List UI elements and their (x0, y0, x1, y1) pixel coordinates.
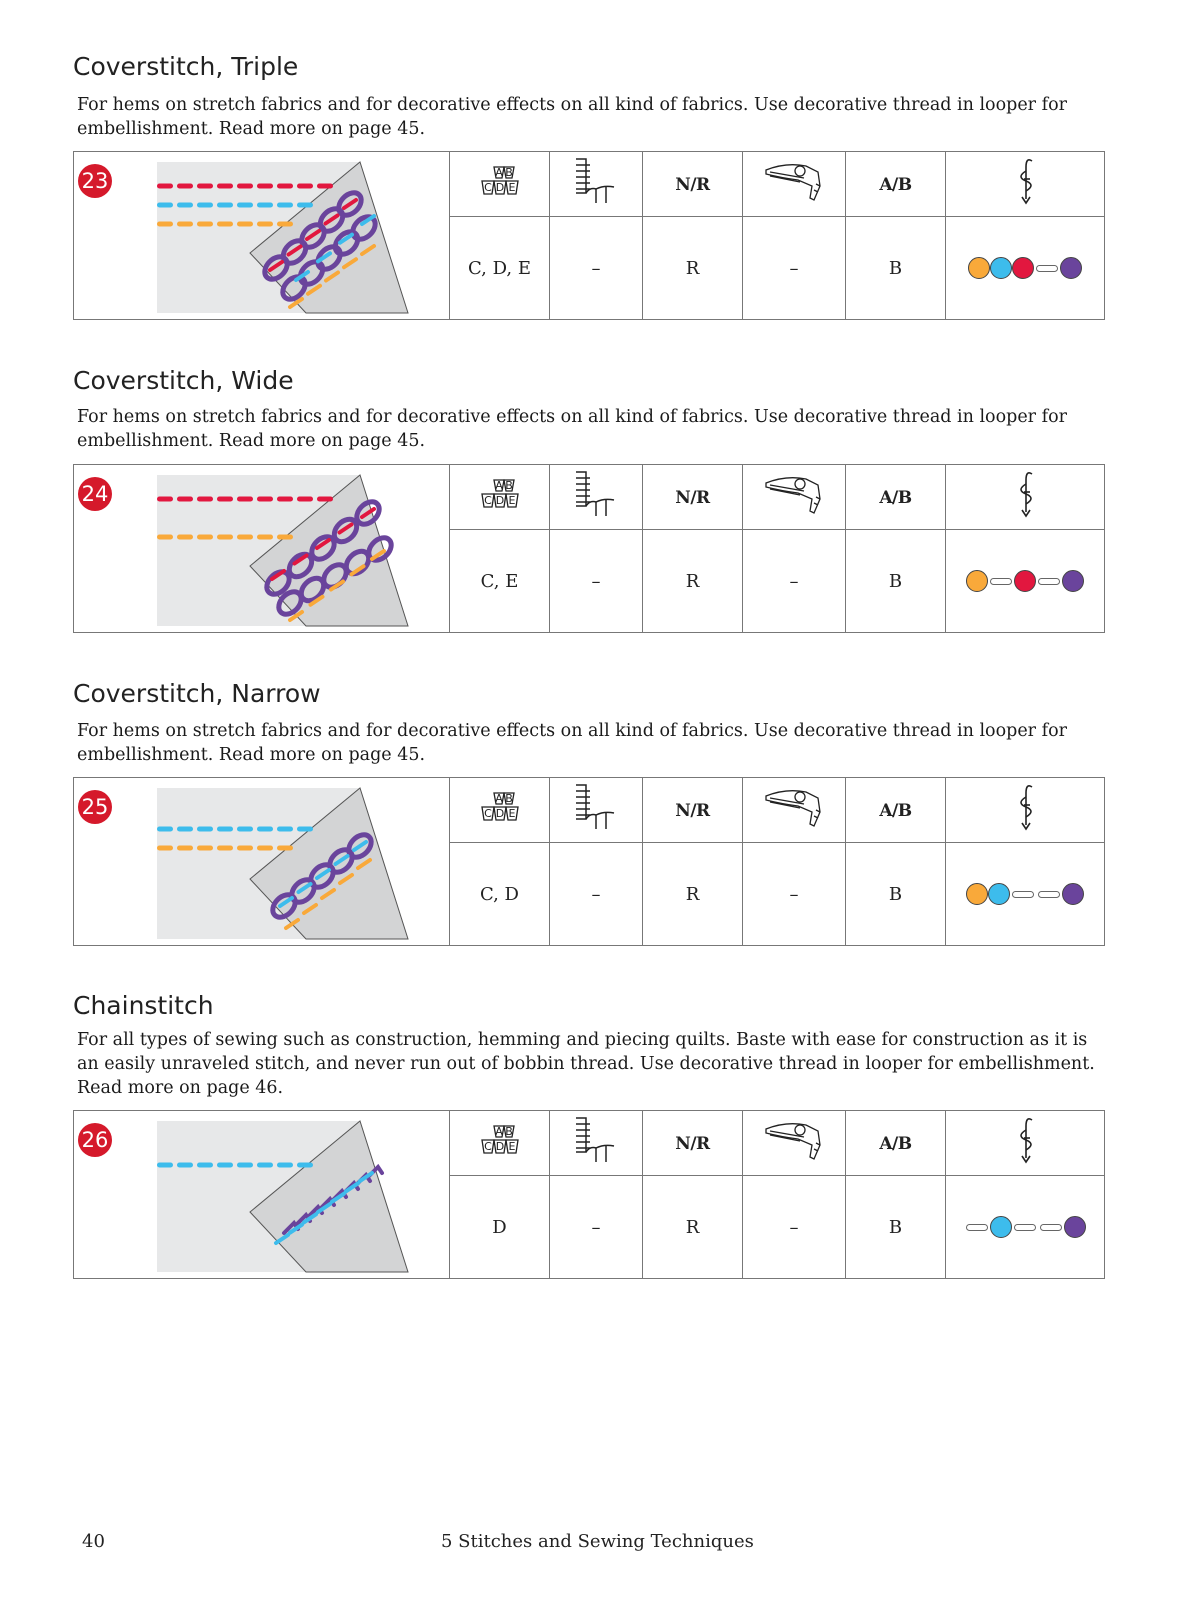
needle-e-label: E (508, 806, 515, 820)
nr-value: R (643, 1176, 743, 1279)
needle-position-icon (470, 1123, 530, 1159)
ab-value: B (846, 217, 946, 320)
ab-header: A/B (846, 778, 946, 843)
needle-a-label: A (494, 478, 503, 492)
thread-empty-marker (1040, 1224, 1062, 1231)
ab-value: B (846, 1176, 946, 1279)
section-description: For hems on stretch fabrics and for decorative effects on all kind of fabrics. Use decorative thread in looper for embellishment. Read more on page 45. (77, 95, 1067, 139)
thread-colors (946, 1176, 1105, 1279)
nr-header: N/R (643, 152, 743, 217)
ab-value: B (846, 530, 946, 633)
thread-red-dot (1012, 257, 1034, 279)
needle-header (450, 152, 550, 217)
thread-tension-header (946, 1111, 1105, 1176)
stitch-image-cell (74, 152, 450, 320)
needle-e-label: E (508, 180, 515, 194)
thread-empty-marker (1036, 265, 1058, 272)
red-needle-line (157, 184, 333, 189)
stitch-length-header (550, 152, 643, 217)
thread-purple-dot (1062, 570, 1084, 592)
needle-b-label: B (504, 478, 513, 492)
ab-header: A/B (846, 152, 946, 217)
thread-empty-marker (1038, 578, 1060, 585)
presser-foot-icon (762, 786, 826, 830)
thread-blue-dot (990, 257, 1012, 279)
thread-orange-dot (966, 570, 988, 592)
thread-empty-marker (990, 578, 1012, 585)
needles-value: C, D, E (450, 217, 550, 320)
stitch-number-badge: 25 (78, 790, 112, 824)
ab-header: A/B (846, 465, 946, 530)
thread-tension-header (946, 778, 1105, 843)
needles-value: C, E (450, 530, 550, 633)
stitch-number-badge: 23 (78, 164, 112, 198)
presser-foot-header (743, 152, 846, 217)
stitch-settings-table (73, 464, 1105, 633)
thread-empty-marker (966, 1224, 988, 1231)
thread-blue-dot (988, 883, 1010, 905)
thread-empty-marker (1038, 891, 1060, 898)
thread-tension-icon (1010, 470, 1040, 520)
stitch-settings-table (73, 151, 1105, 320)
section-title: Coverstitch, Narrow (73, 679, 321, 708)
stitch-settings-table (73, 1110, 1105, 1279)
stitch-length-icon (566, 470, 626, 520)
stitch-illustration (154, 471, 444, 631)
stitch-settings-table (73, 777, 1105, 946)
red-needle-line (157, 497, 333, 502)
presser-foot-icon (762, 1119, 826, 1163)
needle-c-label: C (483, 180, 492, 194)
thread-tension-header (946, 465, 1105, 530)
stitch-number-badge: 26 (78, 1123, 112, 1157)
thread-empty-marker (1012, 891, 1034, 898)
needle-d-label: D (495, 180, 504, 194)
stitch-number-badge: 24 (78, 477, 112, 511)
thread-purple-dot (1060, 257, 1082, 279)
thread-purple-dot (1064, 1216, 1086, 1238)
stitch-length-header (550, 465, 643, 530)
needle-a-label: A (494, 1124, 503, 1138)
thread-orange-dot (968, 257, 990, 279)
thread-colors (946, 217, 1105, 320)
thread-colors (946, 530, 1105, 633)
stitch-length-value: – (550, 217, 643, 320)
needle-d-label: D (495, 1139, 504, 1153)
nr-header: N/R (643, 1111, 743, 1176)
nr-header: N/R (643, 465, 743, 530)
needle-b-label: B (504, 791, 513, 805)
presser-foot-header (743, 1111, 846, 1176)
thread-purple-dot (1062, 883, 1084, 905)
needle-b-label: B (504, 165, 513, 179)
presser-foot-value: – (743, 843, 846, 946)
needles-value: C, D (450, 843, 550, 946)
section-title: Coverstitch, Wide (73, 366, 294, 395)
needle-e-label: E (508, 493, 515, 507)
needle-c-label: C (483, 493, 492, 507)
needle-a-label: A (494, 165, 503, 179)
stitch-length-icon (566, 783, 626, 833)
needles-value: D (450, 1176, 550, 1279)
presser-foot-header (743, 465, 846, 530)
thread-orange-dot (966, 883, 988, 905)
stitch-length-value: – (550, 1176, 643, 1279)
needle-e-label: E (508, 1139, 515, 1153)
thread-tension-icon (1010, 157, 1040, 207)
chapter-title: 5 Stitches and Sewing Techniques (441, 1531, 754, 1552)
section-title: Chainstitch (73, 991, 214, 1020)
stitch-length-icon (566, 157, 626, 207)
stitch-image-cell (74, 465, 450, 633)
needle-d-label: D (495, 493, 504, 507)
ab-header: A/B (846, 1111, 946, 1176)
section-description: For all types of sewing such as construction, hemming and piecing quilts. Baste with ease for construction as it is an easily unraveled stitch, and never run out of bobbin thread. Use decorative thread in looper for embellishment. Read more on page 46. (77, 1030, 1095, 1098)
presser-foot-value: – (743, 1176, 846, 1279)
needle-a-label: A (494, 791, 503, 805)
thread-tension-icon (1010, 783, 1040, 833)
ab-value: B (846, 843, 946, 946)
nr-value: R (643, 843, 743, 946)
thread-colors (946, 843, 1105, 946)
stitch-illustration (154, 158, 444, 318)
presser-foot-icon (762, 473, 826, 517)
thread-tension-icon (1010, 1116, 1040, 1166)
stitch-length-header (550, 778, 643, 843)
needle-header (450, 1111, 550, 1176)
presser-foot-header (743, 778, 846, 843)
needle-d-label: D (495, 806, 504, 820)
nr-value: R (643, 530, 743, 633)
presser-foot-value: – (743, 217, 846, 320)
nr-value: R (643, 217, 743, 320)
thread-red-dot (1014, 570, 1036, 592)
stitch-length-value: – (550, 843, 643, 946)
section-title: Coverstitch, Triple (73, 52, 299, 81)
stitch-length-icon (566, 1116, 626, 1166)
presser-foot-value: – (743, 530, 846, 633)
needle-position-icon (470, 164, 530, 200)
needle-c-label: C (483, 806, 492, 820)
needle-b-label: B (504, 1124, 513, 1138)
needle-position-icon (470, 790, 530, 826)
stitch-image-cell (74, 778, 450, 946)
stitch-length-value: – (550, 530, 643, 633)
stitch-image-cell (74, 1111, 450, 1279)
section-description: For hems on stretch fabrics and for decorative effects on all kind of fabrics. Use decorative thread in looper for embellishment. Read more on page 45. (77, 721, 1067, 765)
thread-tension-header (946, 152, 1105, 217)
page-number: 40 (82, 1531, 105, 1552)
needle-c-label: C (483, 1139, 492, 1153)
nr-header: N/R (643, 778, 743, 843)
needle-header (450, 778, 550, 843)
presser-foot-icon (762, 160, 826, 204)
section-description: For hems on stretch fabrics and for decorative effects on all kind of fabrics. Use decorative thread in looper for embellishment. Read more on page 45. (77, 407, 1067, 451)
stitch-illustration (154, 784, 444, 944)
stitch-length-header (550, 1111, 643, 1176)
stitch-illustration (154, 1117, 444, 1277)
thread-empty-marker (1014, 1224, 1036, 1231)
needle-header (450, 465, 550, 530)
needle-position-icon (470, 477, 530, 513)
thread-blue-dot (990, 1216, 1012, 1238)
